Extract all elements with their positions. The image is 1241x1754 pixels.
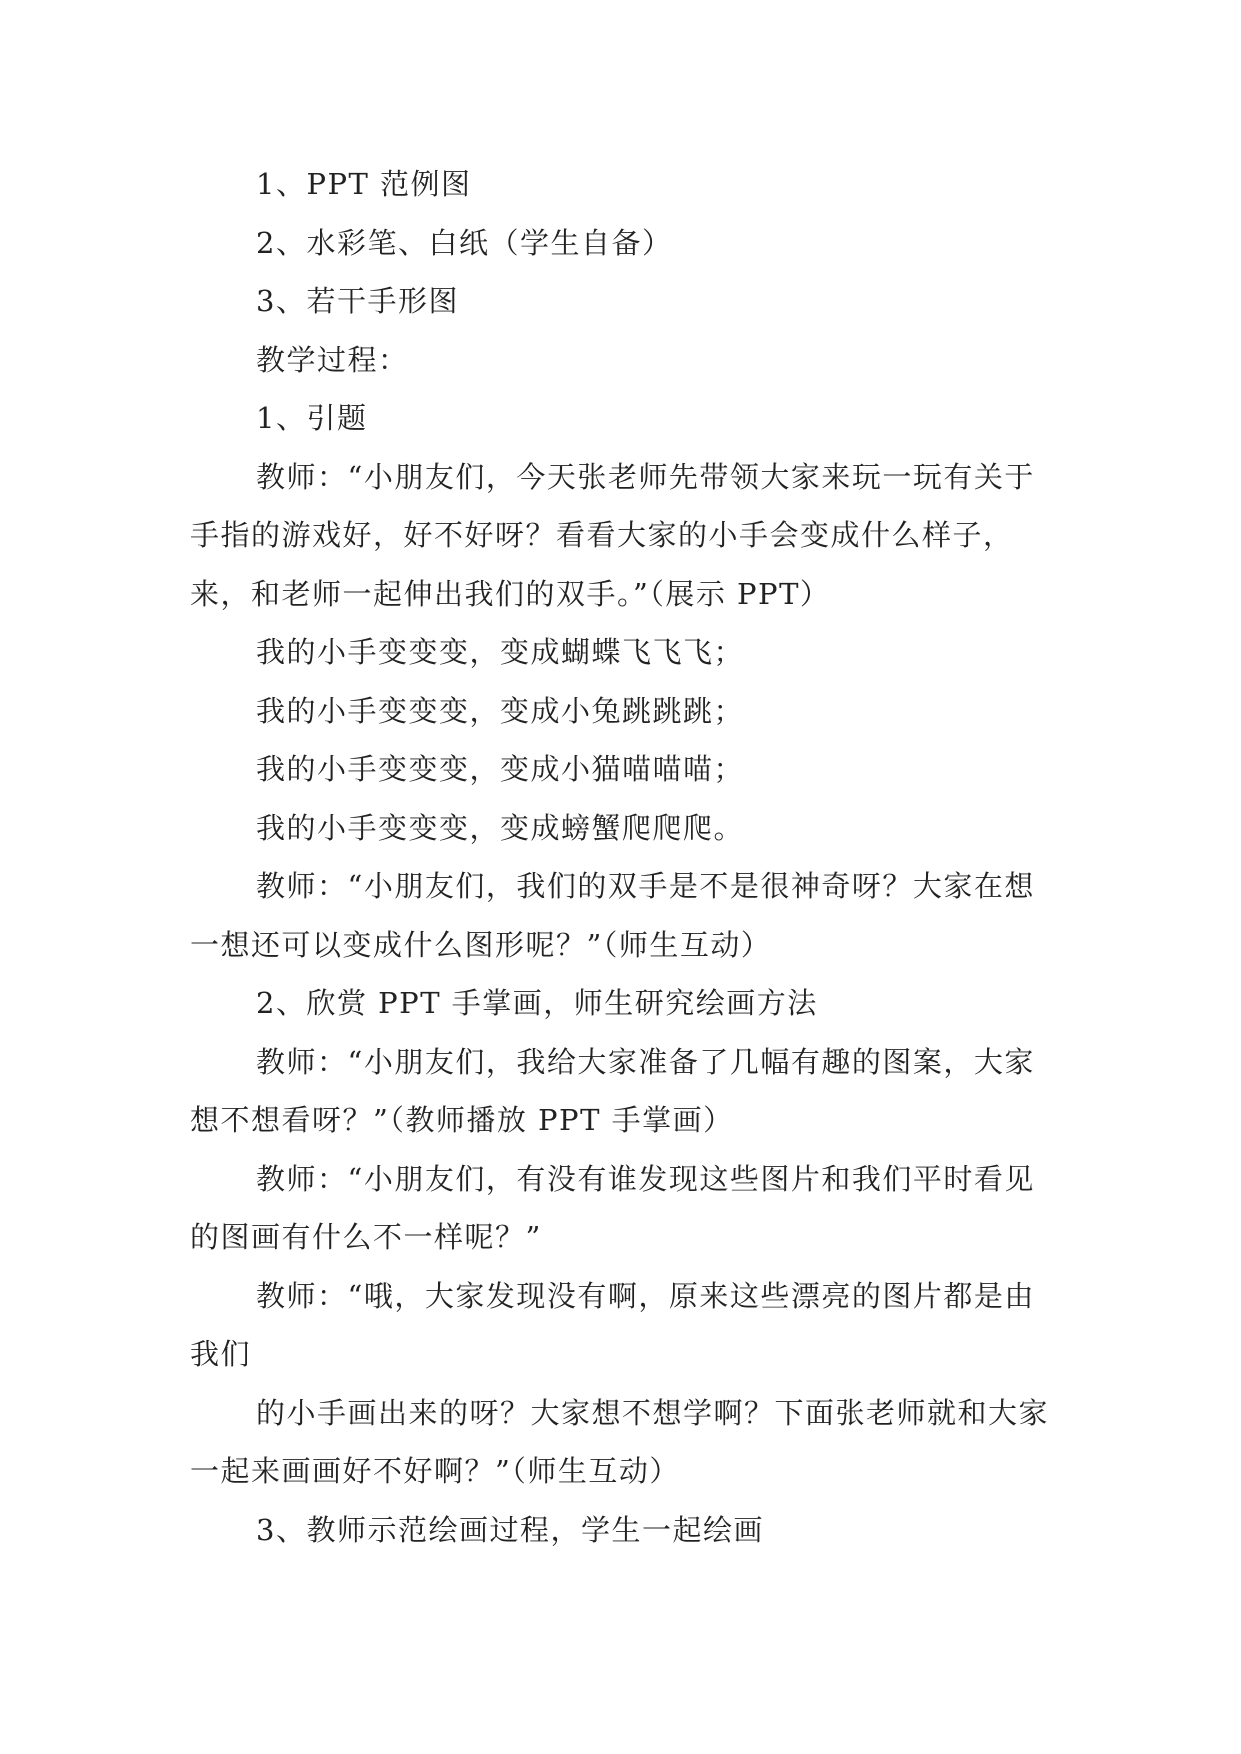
- teacher-dialogue-show: 教师：“小朋友们，我给大家准备了几幅有趣的图案，大家想不想看呀？”（教师播放 PPT 手掌画）: [190, 1044, 1035, 1137]
- materials-item-2: 2、水彩笔、白纸（学生自备）: [256, 225, 673, 260]
- teacher-dialogue-reveal-part-1: 教师：“哦，大家发现没有啊，原来这些漂亮的图片都是由我们: [190, 1278, 1035, 1371]
- teacher-dialogue-reveal-part-2: 的小手画出来的呀？大家想不想学啊？下面张老师就和大家一起来画画好不好啊？”（师生互动）: [190, 1395, 1050, 1488]
- section-heading-process: 教学过程：: [256, 342, 409, 377]
- rhyme-line-3: 我的小手变变变，变成小猫喵喵喵；: [256, 752, 745, 786]
- teacher-dialogue-discover: 教师：“小朋友们，有没有谁发现这些图片和我们平时看见的图画有什么不一样呢？”: [190, 1161, 1035, 1254]
- step-heading-2: 2、欣赏 PPT 手掌画，师生研究绘画方法: [256, 986, 818, 1020]
- rhyme-line-4: 我的小手变变变，变成螃蟹爬爬爬。: [256, 810, 745, 845]
- document-body: [190, 155, 1060, 1559]
- rhyme-line-2: 我的小手变变变，变成小兔跳跳跳；: [256, 693, 745, 728]
- teacher-dialogue-intro: 教师：“小朋友们，今天张老师先带领大家来玩一玩有关于手指的游戏好，好不好呀？看看大家的小手会变成什么样子，来，和老师一起伸出我们的双手。”（展示 PPT）: [190, 459, 1035, 611]
- materials-item-1: 1、PPT 范例图: [256, 167, 472, 201]
- teacher-dialogue-question: 教师：“小朋友们，我们的双手是不是很神奇呀？大家在想一想还可以变成什么图形呢？”（师生互动）: [190, 869, 1035, 962]
- materials-item-3: 3、若干手形图: [256, 284, 459, 318]
- rhyme-line-1: 我的小手变变变，变成蝴蝶飞飞飞；: [256, 635, 745, 669]
- step-heading-1: 1、引题: [256, 401, 368, 435]
- step-heading-3: 3、教师示范绘画过程，学生一起绘画: [256, 1512, 764, 1547]
